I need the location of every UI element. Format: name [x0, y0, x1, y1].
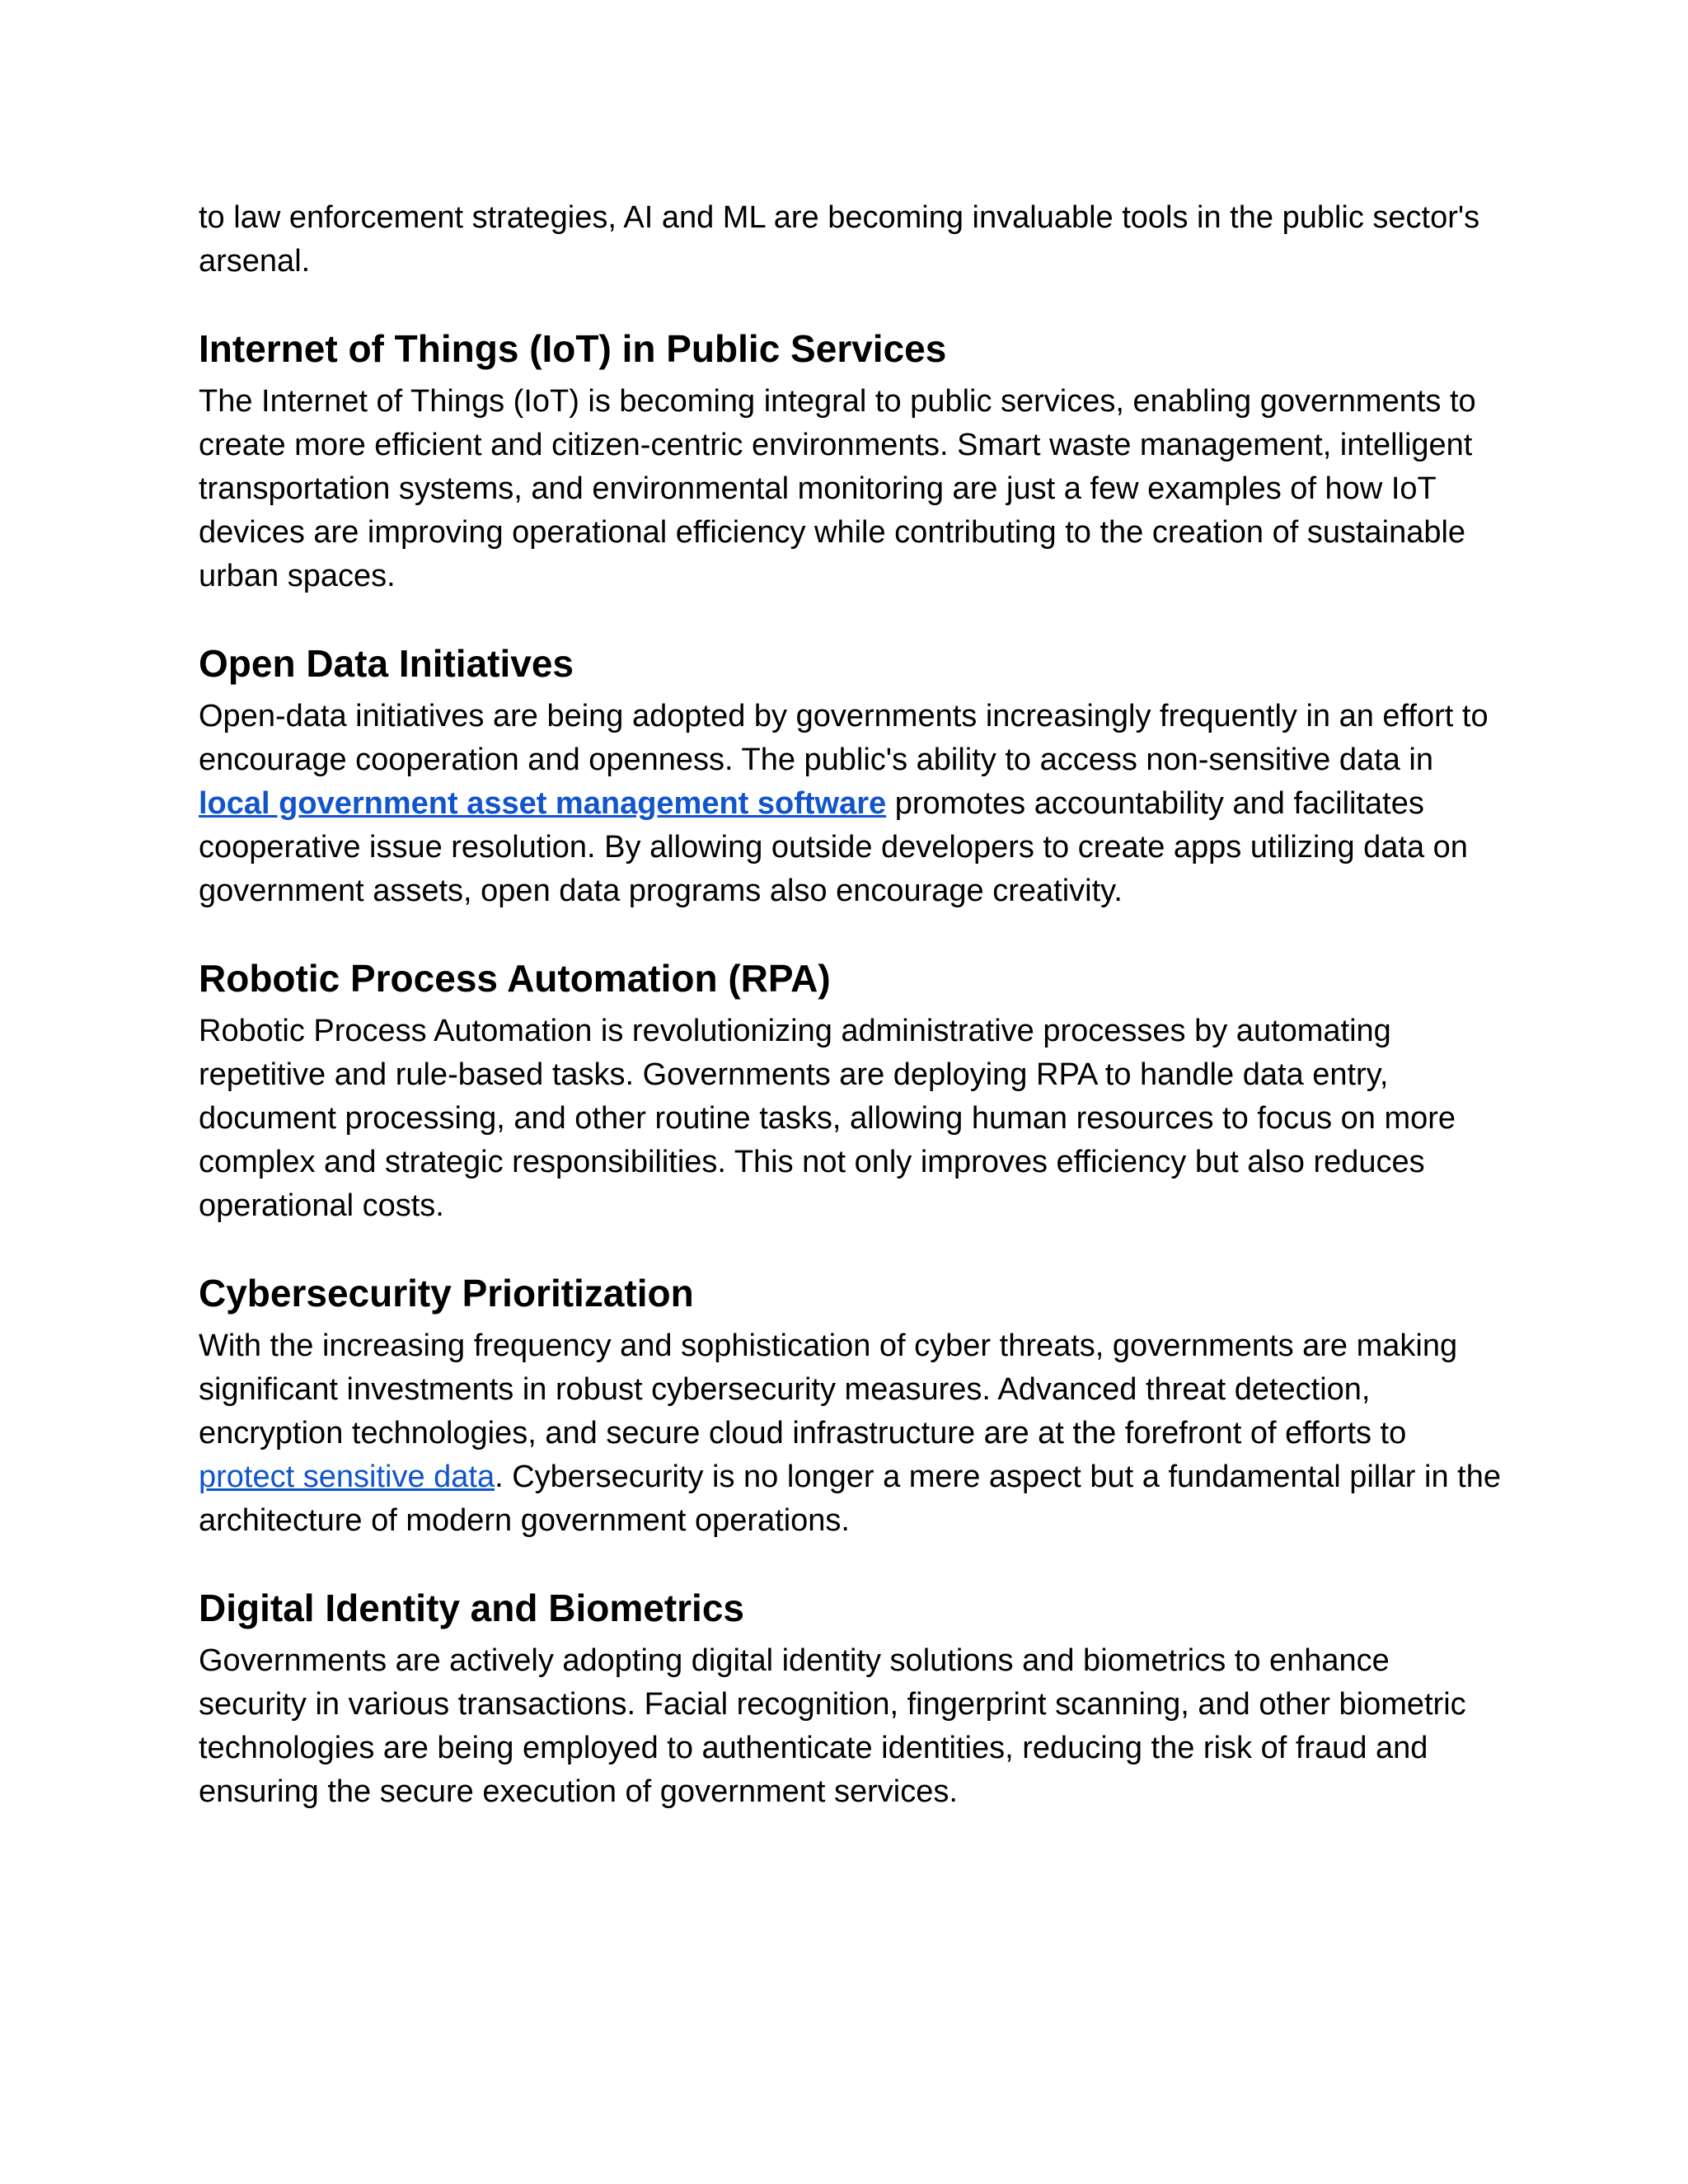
- open-data-text-before-link: Open-data initiatives are being adopted by governments increasingly frequently in an effort to encourage cooperation and openness. The public's ability to access non-sensitive data in: [199, 699, 1489, 777]
- section-heading-open-data: Open Data Initiatives: [199, 642, 574, 685]
- section-heading-iot: Internet of Things (IoT) in Public Services: [199, 327, 947, 370]
- cybersecurity-text-after-link: . Cybersecurity is no longer a mere aspect but a fundamental pillar in the architecture of modern government operations.: [199, 1460, 1501, 1538]
- section-heading-digital-identity: Digital Identity and Biometrics: [199, 1586, 744, 1629]
- section-body-cybersecurity: [199, 1324, 1501, 1543]
- document-page: [199, 196, 1501, 1814]
- section-body-rpa: Robotic Process Automation is revolutionizing administrative processes by automating repetitive and rule-based tasks. Governments are deploying RPA to handle data entry, document processing, and other routine tasks, allowing human resources to focus on more complex and strategic responsibilities. This not only improves efficiency but also reduces operational costs.: [199, 1014, 1456, 1223]
- section-body-iot: The Internet of Things (IoT) is becoming integral to public services, enabling governments to create more efficient and citizen-centric environments. Smart waste management, intelligent transportation systems, and environmental monitoring are just a few examples of how IoT devices are improving operational efficiency while contributing to the creation of sustainable urban spaces.: [199, 384, 1476, 593]
- section-heading-cybersecurity: Cybersecurity Prioritization: [199, 1272, 694, 1315]
- section-body-digital-identity: Governments are actively adopting digital identity solutions and biometrics to enhance security in various transactions. Facial recognition, fingerprint scanning, and other biometric technologies are being employed to authenticate identities, reducing the risk of fraud and ensuring the secure execution of government services.: [199, 1643, 1466, 1809]
- section-body-open-data: [199, 695, 1501, 913]
- section-heading-rpa: Robotic Process Automation (RPA): [199, 957, 831, 1000]
- asset-management-software-link[interactable]: local government asset management software: [199, 786, 887, 821]
- protect-sensitive-data-link[interactable]: protect sensitive data: [199, 1460, 495, 1494]
- cybersecurity-text-before-link: With the increasing frequency and sophistication of cyber threats, governments are making significant investments in robust cybersecurity measures. Advanced threat detection, encryption technologies, and secure cloud infrastructure are at the forefront of efforts to: [199, 1329, 1458, 1451]
- intro-paragraph: to law enforcement strategies, AI and ML are becoming invaluable tools in the public sector's arsenal.: [199, 200, 1480, 279]
- open-data-text-after-link: promotes accountability and facilitates cooperative issue resolution. By allowing outside developers to create apps utilizing data on government assets, open data programs also encourage creativity.: [199, 786, 1468, 908]
